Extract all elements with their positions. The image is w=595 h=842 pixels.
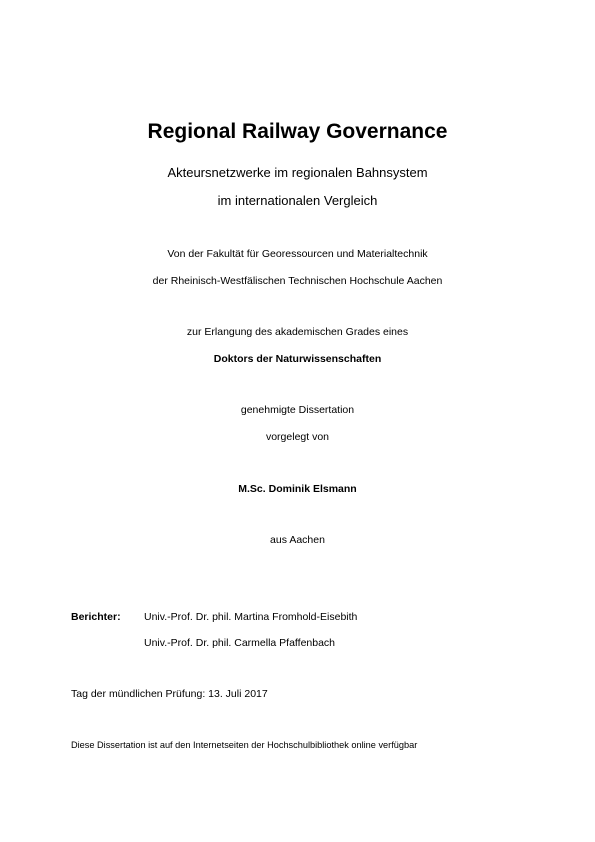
presented-by: vorgelegt von — [265, 431, 330, 443]
author-name: M.Sc. Dominik Elsmann — [238, 483, 357, 495]
faculty-line-1: Von der Fakultät für Georessourcen und Materialtechnik — [167, 248, 428, 260]
degree-name: Doktors der Naturwissenschaften — [213, 353, 382, 365]
faculty-line-2: der Rheinisch-Westfälischen Technischen Hochschule Aachen — [152, 275, 443, 287]
document-title: Regional Railway Governance — [147, 120, 448, 143]
availability-note: Diese Dissertation ist auf den Internetseiten der Hochschulbibliothek online verfügbar — [71, 740, 418, 750]
reviewers-label: Berichter: — [71, 611, 121, 623]
reviewer-1: Univ.-Prof. Dr. phil. Martina Fromhold-Eisebith — [144, 611, 358, 623]
exam-date: Tag der mündlichen Prüfung: 13. Juli 2017 — [71, 688, 268, 700]
subtitle-line-2: im internationalen Vergleich — [217, 193, 378, 208]
subtitle-line-1: Akteursnetzwerke im regionalen Bahnsystem — [167, 165, 428, 180]
approved-dissertation: genehmigte Dissertation — [240, 404, 355, 416]
reviewer-2: Univ.-Prof. Dr. phil. Carmella Pfaffenbach — [144, 637, 336, 649]
degree-line: zur Erlangung des akademischen Grades eines — [186, 326, 409, 338]
author-origin: aus Aachen — [270, 534, 325, 546]
